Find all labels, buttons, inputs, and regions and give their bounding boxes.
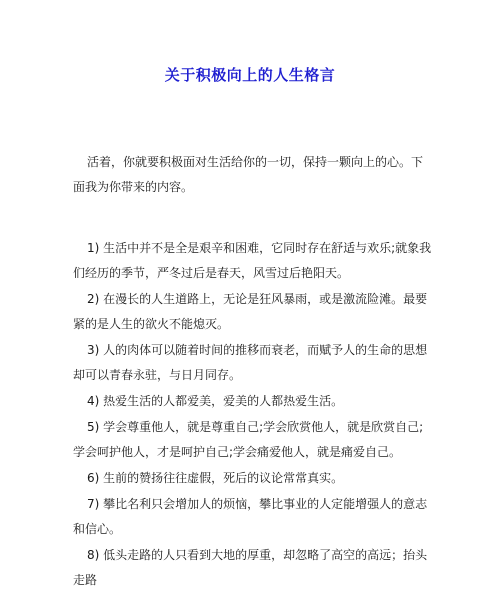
document-body: [73, 150, 433, 594]
list-item: 1) 生活中并不是全是艰辛和困难，它同时存在舒适与欢乐;就象我们经历的季节，严冬过后是春天，风雪过后艳阳天。: [73, 241, 432, 280]
list-item: 3) 人的肉体可以随着时间的推移而衰老，而赋予人的生命的思想却可以青春永驻，与日月同存。: [73, 343, 428, 382]
intro-paragraph: 活着，你就要积极面对生活给你的一切，保持一颗向上的心。下面我为你带来的内容。: [73, 155, 424, 194]
spacer: [73, 200, 433, 236]
list-item: 7) 攀比名利只会增加人的烦恼，攀比事业的人定能增强人的意志和信心。: [73, 497, 428, 536]
list-item: 6) 生前的赞扬往往虚假，死后的议论常常真实。: [87, 471, 344, 485]
list-item: 8) 低头走路的人只看到大地的厚重，却忽略了高空的高远；抬头走路: [73, 548, 428, 587]
list-item: 2) 在漫长的人生道路上，无论是狂风暴雨，或是激流险滩。最要紧的是人生的欲火不能熄灭。: [73, 292, 428, 331]
document-title: 关于积极向上的人生格言: [164, 66, 336, 84]
list-item: 4) 热爱生活的人都爱美，爱美的人都热爱生活。: [87, 394, 344, 408]
list-item: 5) 学会尊重他人，就是尊重自己;学会欣赏他人，就是欣赏自己;学会呵护他人，才是呵护自己;学会痛爱他人，就是痛爱自己。: [73, 420, 424, 459]
